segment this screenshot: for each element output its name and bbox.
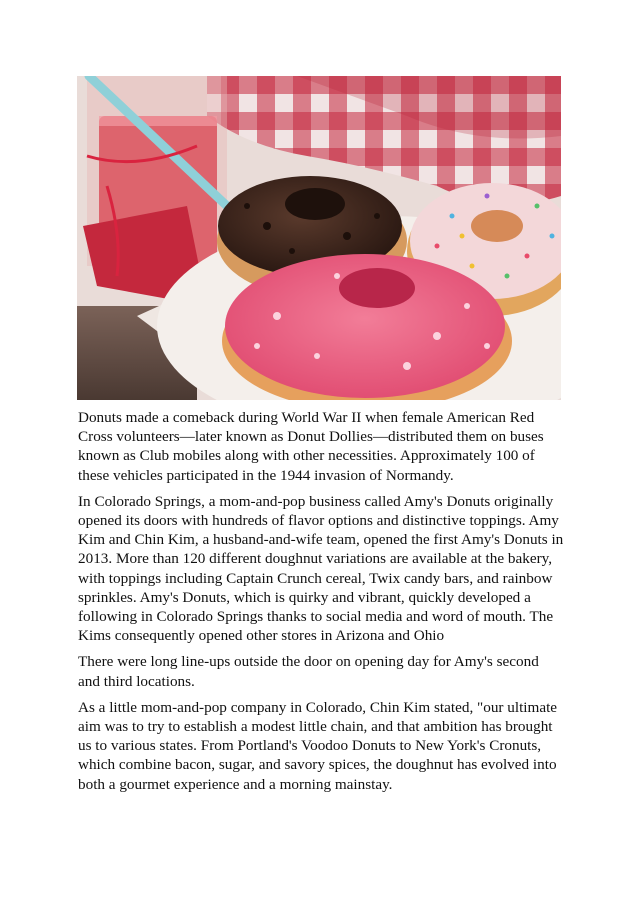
paragraph-line-ups: There were long line-ups outside the door on opening day for Amy's second and third locations.: [78, 653, 539, 690]
article-body: [78, 408, 564, 801]
paragraph-chin-kim-quote: As a little mom-and-pop company in Colorado, Chin Kim stated, "our ultimate aim was to try to establish a modest little chain, and that ambition has brought us to various states. From Portland's Voodoo Donuts to New York's Cronuts, which combine bacon, sugar, and savory spices, the doughnut has evolved into both a gourmet experience and a morning mainstay.: [78, 698, 558, 793]
donuts-photo: [77, 76, 561, 400]
paragraph-donut-dollies: Donuts made a comeback during World War II when female American Red Cross volunteers—later known as Donut Dollies—distributed them on buses known as Club mobiles along with other necessities. Approximately 100 of these vehicles participated in the 1944 invasion of Normandy.: [78, 409, 544, 484]
donuts-illustration: [77, 76, 561, 400]
paragraph-amys-donuts: In Colorado Springs, a mom-and-pop business called Amy's Donuts originally opened its doors with hundreds of flavor options and distinctive toppings. Amy Kim and Chin Kim, a husband-and-wife team, opened the first Amy's Donuts in 2013. More than 120 different doughnut variations are available at the bakery, with toppings including Captain Crunch cereal, Twix candy bars, and rainbow sprinkles. Amy's Donuts, which is quirky and vibrant, quickly developed a following in Colorado Springs thanks to social media and word of mouth. The Kims consequently opened other stores in Arizona and Ohio: [78, 492, 564, 645]
